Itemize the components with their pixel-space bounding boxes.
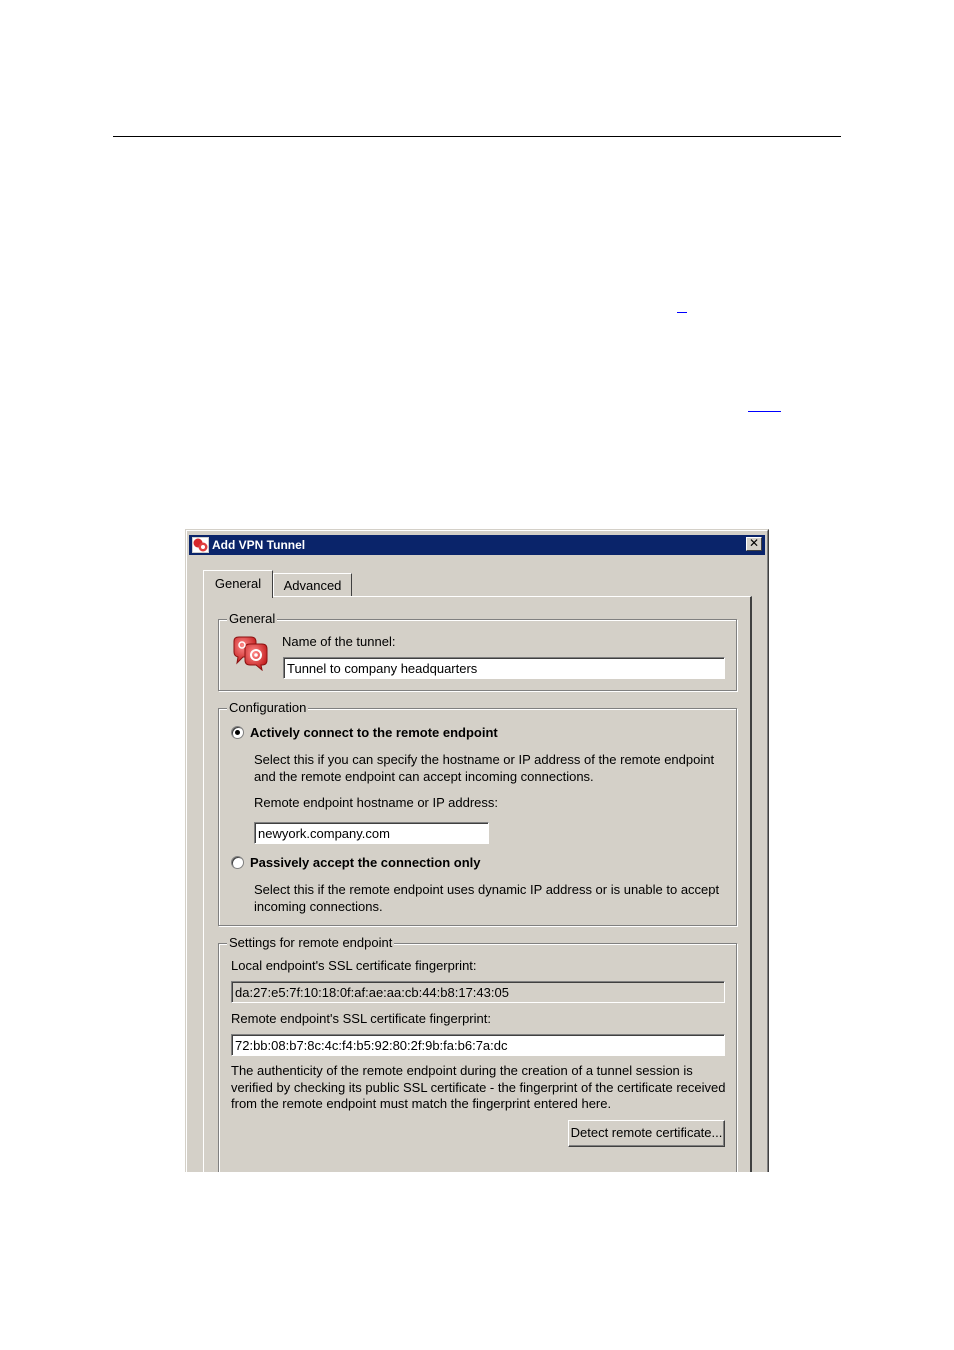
tunnel-name-label: Name of the tunnel: — [282, 634, 396, 649]
tunnel-name-input[interactable]: Tunnel to company headquarters — [283, 657, 725, 679]
add-vpn-tunnel-dialog — [185, 529, 769, 1172]
footnote-link-underline[interactable] — [677, 312, 687, 313]
local-fingerprint-field: da:27:e5:7f:10:18:0f:af:ae:aa:cb:44:b8:17:43:05 — [231, 981, 725, 1003]
remote-endpoint-group-legend: Settings for remote endpoint — [229, 935, 393, 950]
close-icon: ✕ — [748, 536, 760, 550]
tab-advanced[interactable] — [273, 573, 352, 597]
active-connect-radio[interactable] — [231, 726, 244, 739]
dialog-title: Add VPN Tunnel — [212, 538, 306, 552]
title-bar[interactable] — [189, 535, 765, 555]
close-button[interactable] — [746, 537, 762, 551]
app-icon — [192, 537, 209, 553]
remote-fingerprint-label: Remote endpoint's SSL certificate fingerprint: — [231, 1011, 491, 1026]
tab-general[interactable] — [203, 570, 273, 598]
general-group — [218, 611, 737, 691]
configuration-group-legend: Configuration — [229, 700, 307, 715]
active-connect-description: Select this if you can specify the hostname or IP address of the remote endpoint and the remote endpoint can accept incoming connections. — [254, 752, 715, 784]
remote-fingerprint-input[interactable]: 72:bb:08:b7:8c:4c:f4:b5:92:80:2f:9b:fa:b6:7a:dc — [231, 1034, 725, 1056]
general-group-legend: General — [229, 611, 276, 626]
vpn-tunnel-icon — [231, 635, 269, 671]
fingerprint-note: The authenticity of the remote endpoint during the creation of a tunnel session is verified by checking its public SSL certificate - the fingerprint of the certificate received from the remote endpoint must match the fingerprint entered here. — [231, 1063, 726, 1111]
local-fingerprint-label: Local endpoint's SSL certificate fingerprint: — [231, 958, 477, 973]
reference-link-underline[interactable] — [748, 411, 781, 412]
radio-selected-dot — [235, 730, 240, 735]
tab-general-label: General — [214, 576, 262, 591]
passive-accept-radio[interactable] — [231, 856, 244, 869]
passive-accept-description: Select this if the remote endpoint uses dynamic IP address or is unable to accept incoming connections. — [254, 882, 720, 914]
active-connect-label[interactable]: Actively connect to the remote endpoint — [250, 725, 498, 740]
tab-advanced-label: Advanced — [283, 578, 342, 593]
passive-accept-label[interactable]: Passively accept the connection only — [250, 855, 481, 870]
detect-remote-certificate-button[interactable]: Detect remote certificate... — [568, 1120, 725, 1147]
page-header-rule — [113, 136, 841, 137]
remote-host-label: Remote endpoint hostname or IP address: — [254, 795, 499, 810]
remote-host-input[interactable]: newyork.company.com — [254, 822, 489, 844]
